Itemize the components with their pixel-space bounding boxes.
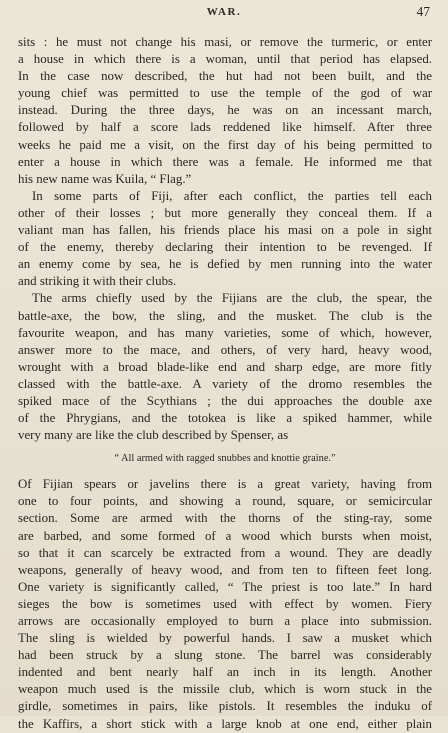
text-line: weapons, generally of heavy wood, and from ten to fifteen feet long. [18, 562, 432, 577]
text-line: his new name was Kuila, “ Flag.” [18, 171, 192, 186]
text-line: the Kaffirs, a short stick with a large knob at one end, either plain [18, 716, 432, 731]
text-line: and striking it with their clubs. [18, 274, 177, 289]
text-line: battle-axe, the bow, the sling, and the musket. The club is the [18, 308, 432, 323]
text-line: sieges the bow is sometimes used with effect by women. Fiery [18, 596, 432, 611]
text-line: an enemy come by sea, he is defied by men running into the water [18, 257, 432, 272]
text-line: instead. During the three days, he was on an incessant march, [18, 103, 432, 118]
text-line: wrought with a broad blade-like end and sharp edge, are more fitly [18, 359, 432, 374]
verse-quote: “ All armed with ragged snubbes and knottie graine.” [114, 453, 336, 465]
text-line: a house in which there is a woman, until that period has elapsed. [18, 52, 432, 67]
text-line: sits : he must not change his masi, or remove the turmeric, or enter [18, 35, 432, 49]
text-line: are barbed, and some formed of a wood which bursts when moist, [18, 528, 432, 543]
running-title: WAR. [206, 6, 242, 18]
text-line: The sling is wielded by powerful hands. I saw a musket which [18, 631, 432, 646]
text-line: other of their losses ; but more generally they conceal them. If a [18, 205, 432, 220]
text-line: Of Fijian spears or javelins there is a great variety, having from [18, 477, 432, 492]
text-line: valiant man has fallen, his friends place his masi on a pole in sight [18, 223, 432, 238]
text-line: followed by half a score lads reddened like himself. After three [18, 120, 432, 135]
text-line: of the Phrygians, and the totokea is like a spiked hammer, while [18, 411, 432, 426]
text-line: section. Some are armed with the thorns of the sting-ray, some [18, 511, 432, 526]
paragraph-1 [18, 34, 432, 188]
text-line: one to four points, and showing a round, square, or semicircular [18, 494, 432, 509]
paragraph-2 [18, 188, 432, 291]
paragraph-3 [18, 290, 432, 444]
running-head [0, 4, 448, 24]
text-line: girdle, sometimes in pairs, like pistols. It resembles the induku of [18, 699, 432, 714]
text-line: answer more to the mace, and others, of very hard, heavy wood, [18, 342, 432, 357]
text-line: of the enemy, thereby declaring their intention to be revenged. If [18, 240, 432, 255]
text-line: weapon much used is the missile club, which is worn stuck in the [18, 682, 432, 697]
body-text [18, 34, 432, 733]
text-line: so that it can scarcely be extracted from a wound. They are deadly [18, 545, 432, 560]
text-line: One variety is significantly called, “ The priest is too late.” In hard [18, 579, 432, 594]
paragraph-4 [18, 476, 432, 732]
text-line: had been struck by a slung stone. The barrel was considerably [18, 648, 432, 663]
text-line: In some parts of Fiji, after each conflict, the parties tell each [32, 188, 432, 203]
text-line: very many are like the club described by Spenser, as [18, 428, 289, 443]
text-line: favourite weapon, and has many varieties, some of which, however, [18, 325, 432, 340]
page-number: 47 [416, 4, 430, 19]
text-line: spiked mace of the Scythians ; the dui approaches the double axe [18, 393, 432, 408]
text-line: young chief was permitted to use the temple of the god of war [18, 86, 432, 101]
text-line: classed with the battle-axe. A variety of the dromo resembles the [18, 376, 432, 391]
text-line: weeks he paid me a visit, on the first day of his being permitted to [18, 137, 432, 152]
text-line: indented and bent nearly half an inch in its length. Another [18, 665, 432, 680]
text-line: arrows are occasionally employed to burn a place into submission. [18, 614, 432, 628]
text-line: The arms chiefly used by the Fijians are the club, the spear, the [32, 291, 432, 306]
text-line: In the case now described, the hut had not been built, and the [18, 69, 432, 84]
text-line: enter a house in which there was a female. He informed me that [18, 154, 432, 169]
